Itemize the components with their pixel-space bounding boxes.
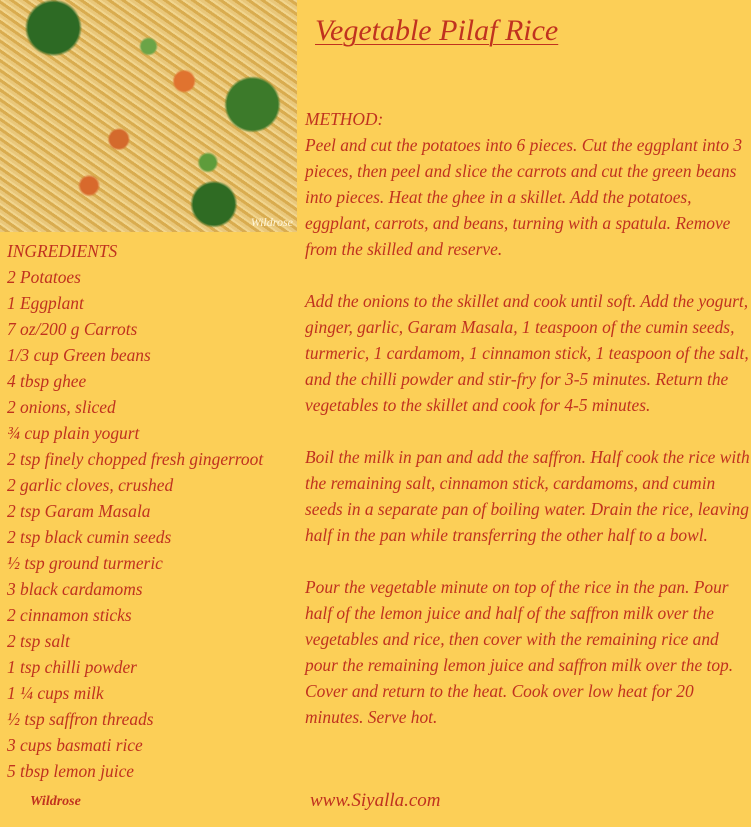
ingredient-item: 1 ¼ cups milk xyxy=(7,683,104,703)
ingredient-item: 2 tsp black cumin seeds xyxy=(7,527,172,547)
ingredient-item: 4 tbsp ghee xyxy=(7,371,87,391)
website-link[interactable]: www.Siyalla.com xyxy=(310,790,441,811)
ingredient-item: ¾ cup plain yogurt xyxy=(7,423,140,443)
ingredient-item: 1 tsp chilli powder xyxy=(7,657,137,677)
ingredient-item: 1 Eggplant xyxy=(7,293,84,313)
ingredient-item: 2 cinnamon sticks xyxy=(7,605,132,625)
ingredient-item: ½ tsp saffron threads xyxy=(7,709,154,729)
ingredient-item: ½ tsp ground turmeric xyxy=(7,553,163,573)
ingredient-item: 3 black cardamoms xyxy=(7,579,143,599)
ingredients-section xyxy=(7,238,263,784)
recipe-title: Vegetable Pilaf Rice xyxy=(315,14,559,47)
pilaf-rice-photo xyxy=(0,0,297,232)
ingredients-heading: INGREDIENTS xyxy=(7,241,118,261)
method-step: Add the onions to the skillet and cook until soft. Add the yogurt, ginger, garlic, Garam Masala, 1 teaspoon of the cumin seeds, turmeric, 1 cardamom, 1 cinnamon stick, 1 teaspoon of the salt, and the chilli powder and stir-fry for 3-5 minutes. Return the vegetables to the skillet and cook for 4-5 minutes. xyxy=(305,291,749,415)
method-step: Pour the vegetable minute on top of the rice in the pan. Pour half of the lemon juice and half of the saffron milk over the vegetables and rice, then cover with the remaining rice and pour the remaining lemon juice and saffron milk over the top. Cover and return to the heat. Cook over low heat for 20 minutes. Serve hot. xyxy=(305,577,734,727)
photo-credit: Wildrose xyxy=(250,215,293,229)
ingredient-item: 1/3 cup Green beans xyxy=(7,345,151,365)
ingredient-item: 2 tsp finely chopped fresh gingerroot xyxy=(7,449,264,469)
ingredient-item: 2 onions, sliced xyxy=(7,397,116,417)
ingredient-item: 2 tsp salt xyxy=(7,631,70,651)
ingredient-item: 3 cups basmati rice xyxy=(7,735,143,755)
ingredient-item: 2 tsp Garam Masala xyxy=(7,501,151,521)
method-step: Boil the milk in pan and add the saffron. Half cook the rice with the remaining salt, cinnamon stick, cardamoms, and cumin seeds in a separate pan of boiling water. Drain the rice, leaving half in the pan while transferring the other half to a bowl. xyxy=(305,447,750,545)
ingredient-item: 2 Potatoes xyxy=(7,267,81,287)
ingredient-item: 2 garlic cloves, crushed xyxy=(7,475,174,495)
ingredient-item: 5 tbsp lemon juice xyxy=(7,761,135,781)
method-heading: METHOD: xyxy=(305,109,384,129)
method-step: Peel and cut the potatoes into 6 pieces. Cut the eggplant into 3 pieces, then peel and slice the carrots and cut the green beans into pieces. Heat the ghee in a skillet. Add the potatoes, eggplant, carrots, and beans, turning with a spatula. Remove from the skilled and reserve. xyxy=(305,135,743,259)
method-section xyxy=(305,106,751,756)
ingredient-item: 7 oz/200 g Carrots xyxy=(7,319,138,339)
author-credit: Wildrose xyxy=(30,794,81,809)
